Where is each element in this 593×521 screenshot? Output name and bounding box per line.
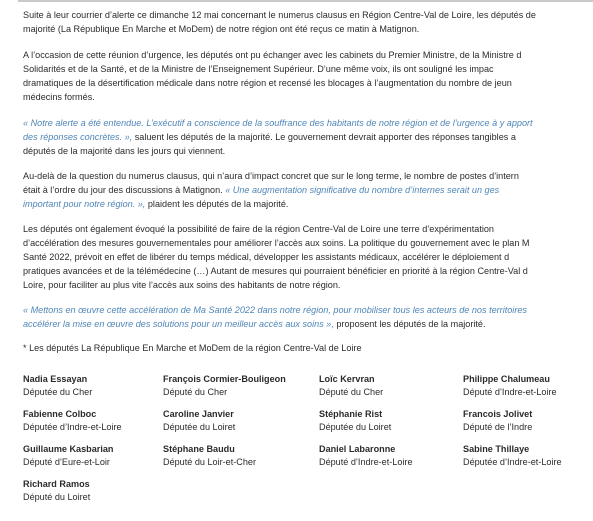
signatory-role: Député du Cher xyxy=(319,387,384,397)
paragraph-line xyxy=(23,116,593,130)
signatory-name: Stéphane Baudu xyxy=(163,444,235,454)
signatory xyxy=(319,408,391,434)
quote-text: « Une augmentation significative du nombre d’internes serait un ges xyxy=(225,185,500,195)
paragraph-meeting xyxy=(23,48,593,104)
signatory-role: Députée du Loiret xyxy=(319,422,392,432)
signatory-role: Députée du Cher xyxy=(23,387,93,397)
signatory-name: Sabine Thillaye xyxy=(463,444,530,454)
signatory-role: Députée du Loiret xyxy=(163,422,236,432)
paragraph-line: d’accélération des mesures gouvernementales pour améliorer l’accès aux soins. La politique du gouvernement avec le plan M xyxy=(23,238,530,248)
signatory-role: Député du Loir-et-Cher xyxy=(163,457,257,467)
signatory-name: Philippe Chalumeau xyxy=(463,374,550,384)
quote-text: « Mettons en œuvre cette accélération de Ma Santé 2022 dans notre région, pour mobiliser tous les acteurs de nos territoires xyxy=(23,305,527,315)
signatory xyxy=(463,408,532,434)
signatory xyxy=(23,478,90,504)
signatory-name: Francois Jolivet xyxy=(463,409,533,419)
body-text: saluent les députés de la majorité. Le gouvernement devrait apporter des réponses tangibles a xyxy=(132,132,516,142)
paragraph-line: majorité (La République En Marche et MoDem) de notre région ont été reçus ce matin à Matignon. xyxy=(23,24,420,34)
signatory xyxy=(463,443,562,469)
signatory-name: Daniel Labaronne xyxy=(319,444,396,454)
body-text: plaident les députés de la majorité. xyxy=(145,199,289,209)
signatory xyxy=(163,443,256,469)
quote-text: des réponses concrètes. », xyxy=(23,132,133,142)
paragraph-line: pratiques avancées et de la télémédecine (…) Autant de mesures qui pourraient bénéficier en priorité à la région Centre-Val d xyxy=(23,266,528,276)
signatory-name: Caroline Janvier xyxy=(163,409,234,419)
top-divider xyxy=(18,0,593,2)
signatory-name: Nadia Essayan xyxy=(23,374,88,384)
signatory-name: Loïc Kervran xyxy=(319,374,375,384)
paragraph-line xyxy=(23,303,593,317)
signatory-name: Fabienne Colboc xyxy=(23,409,97,419)
paragraph-experimentation xyxy=(23,222,593,292)
signatory-role: Député du Cher xyxy=(163,387,228,397)
paragraph-line: médecins formés. xyxy=(23,92,95,102)
paragraph-line: Santé 2022, prévoit en effet de libérer du temps médical, développer les assistants médicaux, accélérer le déploiement d xyxy=(23,252,510,262)
quote-text: important pour notre région. », xyxy=(23,199,146,209)
paragraph-line: A l’occasion de cette réunion d’urgence, les députés ont pu échanger avec les cabinets du Premier Ministre, de la Ministre d xyxy=(23,50,522,60)
paragraph-intro xyxy=(23,8,593,36)
signatory-name: Richard Ramos xyxy=(23,479,90,489)
paragraph-line: Suite à leur courrier d’alerte ce dimanche 12 mai concernant le numerus clausus en Région Centre-Val de Loire, les députés de xyxy=(23,10,536,20)
paragraph-line: dramatiques de la désertification médicale dans notre région et recensé les blocages à l’augmentation du nombre de jeun xyxy=(23,78,512,88)
signatory-role: Député de l’Indre xyxy=(463,422,533,432)
paragraph-line: députés de la majorité dans les jours qui viennent. xyxy=(23,146,226,156)
signatory xyxy=(463,373,557,399)
signatory-role: Députée d’Indre-et-Loire xyxy=(463,457,562,467)
paragraph-line xyxy=(23,197,593,211)
signatory xyxy=(23,443,113,469)
paragraph-ma-sante xyxy=(23,303,593,331)
quote-text: accélérer la mise en œuvre des solutions pour un meilleur accès aux soins », xyxy=(23,319,334,329)
signatory xyxy=(319,443,413,469)
signatory-role: Député d’Eure-et-Loir xyxy=(23,457,110,467)
signatory-role: Député d’Indre-et-Loire xyxy=(463,387,557,397)
footnote: * Les députés La République En Marche et MoDem de la région Centre-Val de Loire xyxy=(23,343,362,353)
paragraph-line xyxy=(23,130,593,144)
paragraph-line: Loire, pour faciliter au plus vite l’accès aux soins des habitants de notre région. xyxy=(23,280,341,290)
paragraph-internes xyxy=(23,169,593,211)
paragraph-alert-heard xyxy=(23,116,593,158)
paragraph-line xyxy=(23,183,593,197)
signatory xyxy=(23,373,92,399)
signatory-name: Stéphanie Rist xyxy=(319,409,383,419)
quote-text: « Notre alerte a été entendue. L’exécutif a conscience de la souffrance des habitants de notre région et de l’urgence à y apport xyxy=(23,118,533,128)
signatory xyxy=(319,373,383,399)
paragraph-line: Les députés ont également évoqué la possibilité de faire de la région Centre-Val de Loire une terre d’expérimentation xyxy=(23,224,494,234)
signatory-name: Guillaume Kasbarian xyxy=(23,444,114,454)
signatory xyxy=(163,408,235,434)
signatory xyxy=(23,408,122,434)
signatory-role: Député d’Indre-et-Loire xyxy=(319,457,413,467)
signatory-role: Députée d’Indre-et-Loire xyxy=(23,422,122,432)
signatory xyxy=(163,373,286,399)
paragraph-line xyxy=(23,317,593,331)
paragraph-line: Au-delà de la question du numerus clausus, qui n’aura d’impact concret que sur le long terme, le nombre de postes d’intern xyxy=(23,171,519,181)
body-text: était à l’ordre du jour des discussions à Matignon. xyxy=(23,185,226,195)
signatory-role: Député du Loiret xyxy=(23,492,91,502)
body-text: proposent les députés de la majorité. xyxy=(333,319,486,329)
paragraph-line: Solidarités et de la Santé, et de la Ministre de l’Enseignement Supérieur. D’une même voix, ils ont souligné les impac xyxy=(23,64,494,74)
signatory-name: François Cormier-Bouligeon xyxy=(163,374,286,384)
